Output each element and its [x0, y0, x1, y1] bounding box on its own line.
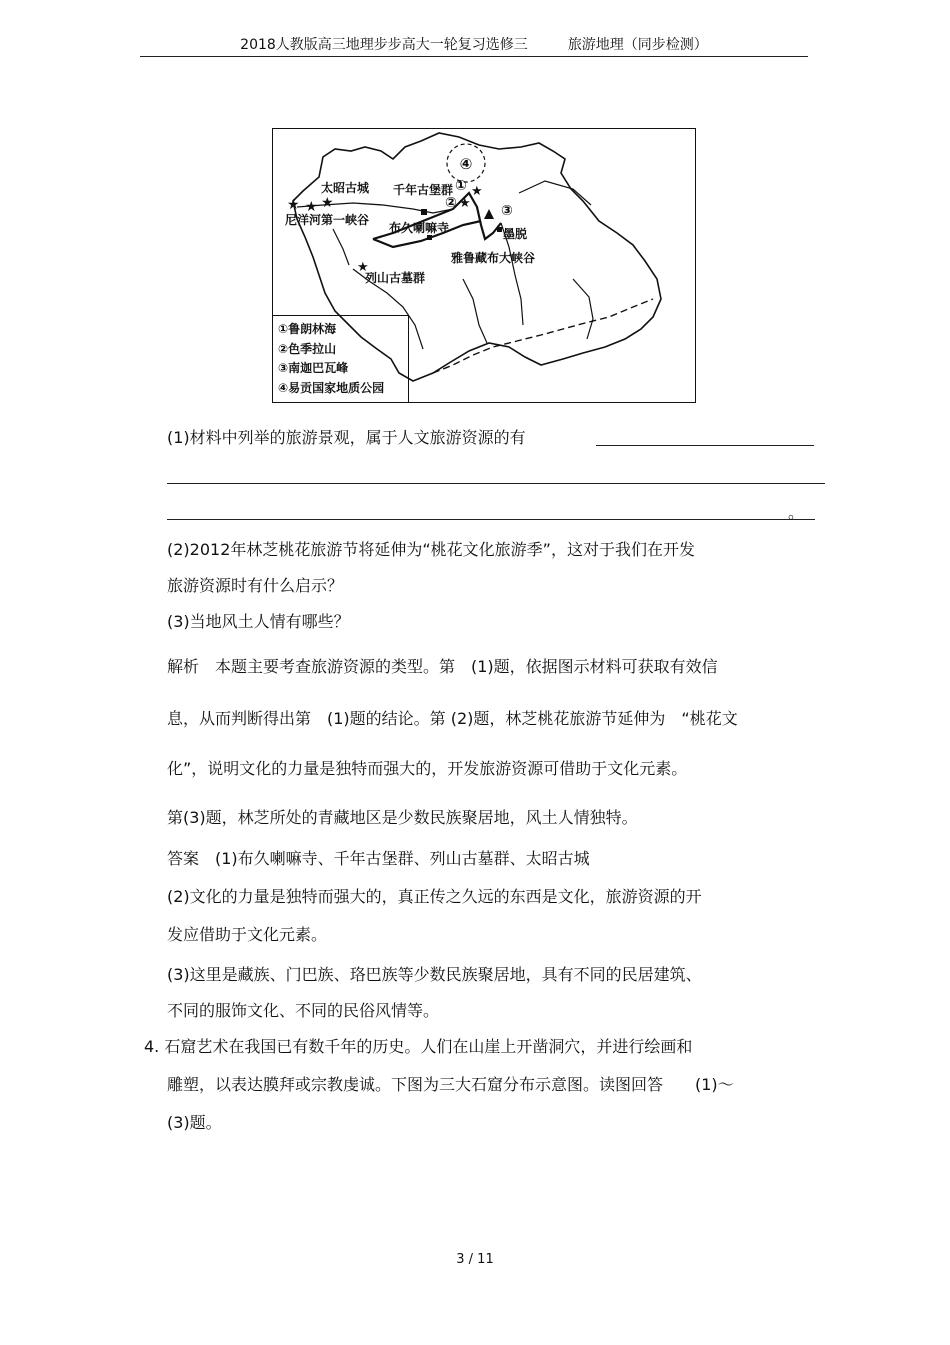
header-subtitle: 旅游地理（同步检测）: [567, 37, 708, 53]
answer-blank-2: [167, 483, 825, 484]
river-8: [333, 229, 349, 265]
star-seji: ★: [459, 196, 471, 211]
answer-line2: (2)文化的力量是独特而强大的，真正传之久远的东西是文化，旅游资源的开: [167, 887, 702, 906]
header-title: 2018人教版高三地理步步高大一轮复习选修三: [240, 37, 528, 53]
answer-line1: 答案 (1)布久喇嘛寺、千年古堡群、列山古墓群、太昭古城: [167, 849, 590, 868]
question4-line3: (3)题。: [167, 1113, 222, 1132]
answer-blank-1: [596, 445, 814, 446]
page-number: 3 / 11: [456, 1252, 494, 1267]
star-niyang-1: ★: [287, 197, 300, 213]
analysis-line1: 解析 本题主要考查旅游资源的类型。第 (1)题，依据图示材料可获取有效信: [167, 657, 718, 676]
map-label-lieshan: 列山古墓群: [365, 271, 426, 285]
map-label-yarlung: 雅鲁藏布大峡谷: [451, 251, 536, 265]
question-1: (1)材料中列举的旅游景观，属于人文旅游资源的有: [167, 428, 526, 447]
map-label-1: ①: [455, 178, 467, 194]
dashed-border: [433, 299, 653, 373]
river-7: [519, 181, 591, 205]
answer-blank-3: [167, 519, 815, 520]
temple-marker: [421, 209, 427, 215]
motuo-marker: [497, 227, 502, 232]
star-lieshan: ★: [357, 260, 369, 275]
answer-line3: 发应借助于文化元素。: [167, 925, 328, 944]
map-label-3: ③: [501, 203, 513, 219]
question-1-end: 。: [788, 503, 805, 522]
peak-marker: [484, 209, 494, 219]
question-3: (3)当地风土人情有哪些？: [167, 612, 350, 631]
map-label-4: ④: [459, 155, 473, 173]
map-label-motuo: 墨脱: [503, 227, 528, 241]
answer-line5: 不同的服饰文化、不同的民俗风情等。: [167, 1001, 440, 1020]
legend-item: ②色季拉山: [278, 341, 337, 356]
star-taizhao: ★: [321, 195, 334, 211]
legend-item: ④易贡国家地质公园: [278, 380, 385, 395]
river-4: [463, 279, 487, 343]
map-label-2: ②: [445, 195, 457, 211]
legend-item: ①鲁朗林海: [278, 322, 337, 336]
question4-line2: 雕塑，以表达膜拜或宗教虔诚。下图为三大石窟分布示意图。读图回答 (1)～: [167, 1075, 734, 1094]
star-niyang-2: ★: [305, 199, 318, 215]
river-6: [573, 279, 593, 339]
analysis-line3: 化”，说明文化的力量是独特而强大的，开发旅游资源可借助于文化元素。: [167, 759, 688, 778]
star-qiannian: ★: [471, 184, 483, 199]
linzhi-map: [272, 128, 696, 403]
page-header: [140, 34, 808, 57]
answer-line4: (3)这里是藏族、门巴族、珞巴族等少数民族聚居地，具有不同的民居建筑、: [167, 965, 702, 984]
map-label-niyanghe: 尼洋河第一峡谷: [285, 213, 370, 227]
map-label-bujiu: 布久喇嘛寺: [389, 221, 450, 235]
analysis-line4: 第(3)题，林芝所处的青藏地区是少数民族聚居地，风土人情独特。: [167, 808, 638, 827]
question4-line1: 4. 石窟艺术在我国已有数千年的历史。人们在山崖上开凿洞穴，并进行绘画和: [144, 1037, 693, 1056]
legend-item: ③南迦巴瓦峰: [278, 361, 349, 375]
map-label-taizhao: 太昭古城: [321, 181, 370, 195]
question-2-line2: 旅游资源时有什么启示？: [167, 576, 344, 595]
question-2-line1: (2)2012年林芝桃花旅游节将延伸为“桃花文化旅游季”，这对于我们在开发: [167, 540, 695, 559]
analysis-line2: 息，从而判断得出第 (1)题的结论。第 (2)题，林芝桃花旅游节延伸为 “桃花文: [167, 709, 738, 728]
map-label-qiannian: 千年古堡群: [393, 183, 454, 197]
map-legend: [273, 315, 409, 402]
